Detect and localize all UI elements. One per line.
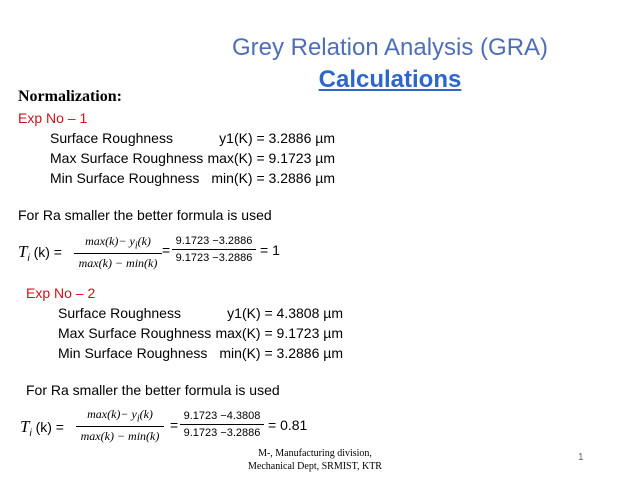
exp2-heading: Exp No – 2: [26, 285, 96, 301]
exp1-row-min-roughness: Min Surface Roughness min(K) = 3.2886 µm: [50, 170, 335, 186]
footer: M-, Manufacturing division, Mechanical Dept, SRMIST, KTR: [248, 448, 382, 472]
exp2-numeric-fraction: $\frac{9.1723 -4.3808}{9.1723 -3.2886}$: [180, 410, 264, 439]
exp1-formula-note: For Ra smaller the better formula is used: [18, 207, 272, 223]
exp1-result: = 1: [260, 242, 280, 258]
exp2-result: = 0.81: [268, 417, 308, 433]
slide-title: Grey Relation Analysis (GRA): [231, 34, 549, 61]
exp1-numeric-fraction: $\frac{9.1723 -3.2886}{9.1723 -3.2886}$: [172, 235, 256, 264]
exp2-row-surface-roughness: Surface Roughness y1(K) = 4.3808 µm: [58, 305, 343, 321]
normalization-label: Normalization:: [18, 88, 122, 105]
exp2-row-min-roughness: Min Surface Roughness min(K) = 3.2886 µm: [58, 345, 343, 361]
exp2-ti-label: $T_i$ (k) =: [20, 417, 64, 439]
exp2-general-fraction: $\max(k)- y_i(k)$ max(k) − min(k): [76, 407, 164, 444]
exp1-row-surface-roughness: Surface Roughness y1(K) = 3.2886 µm: [50, 130, 335, 146]
exp2-equals: =: [170, 417, 179, 433]
exp2-row-max-roughness: Max Surface Roughness max(K) = 9.1723 µm: [58, 325, 343, 341]
exp1-heading: Exp No – 1: [18, 110, 88, 126]
page-number: 1: [578, 452, 584, 463]
exp1-equals: =: [162, 242, 171, 258]
slide-subtitle: Calculations: [318, 66, 462, 93]
exp1-ti-label: $T_i$ (k) =: [18, 242, 62, 264]
exp2-formula-note: For Ra smaller the better formula is used: [26, 382, 280, 398]
exp1-general-fraction: $\max(k)- y_i(k)$ max(k) − min(k): [74, 234, 162, 271]
exp1-row-max-roughness: Max Surface Roughness max(K) = 9.1723 µm: [50, 150, 335, 166]
